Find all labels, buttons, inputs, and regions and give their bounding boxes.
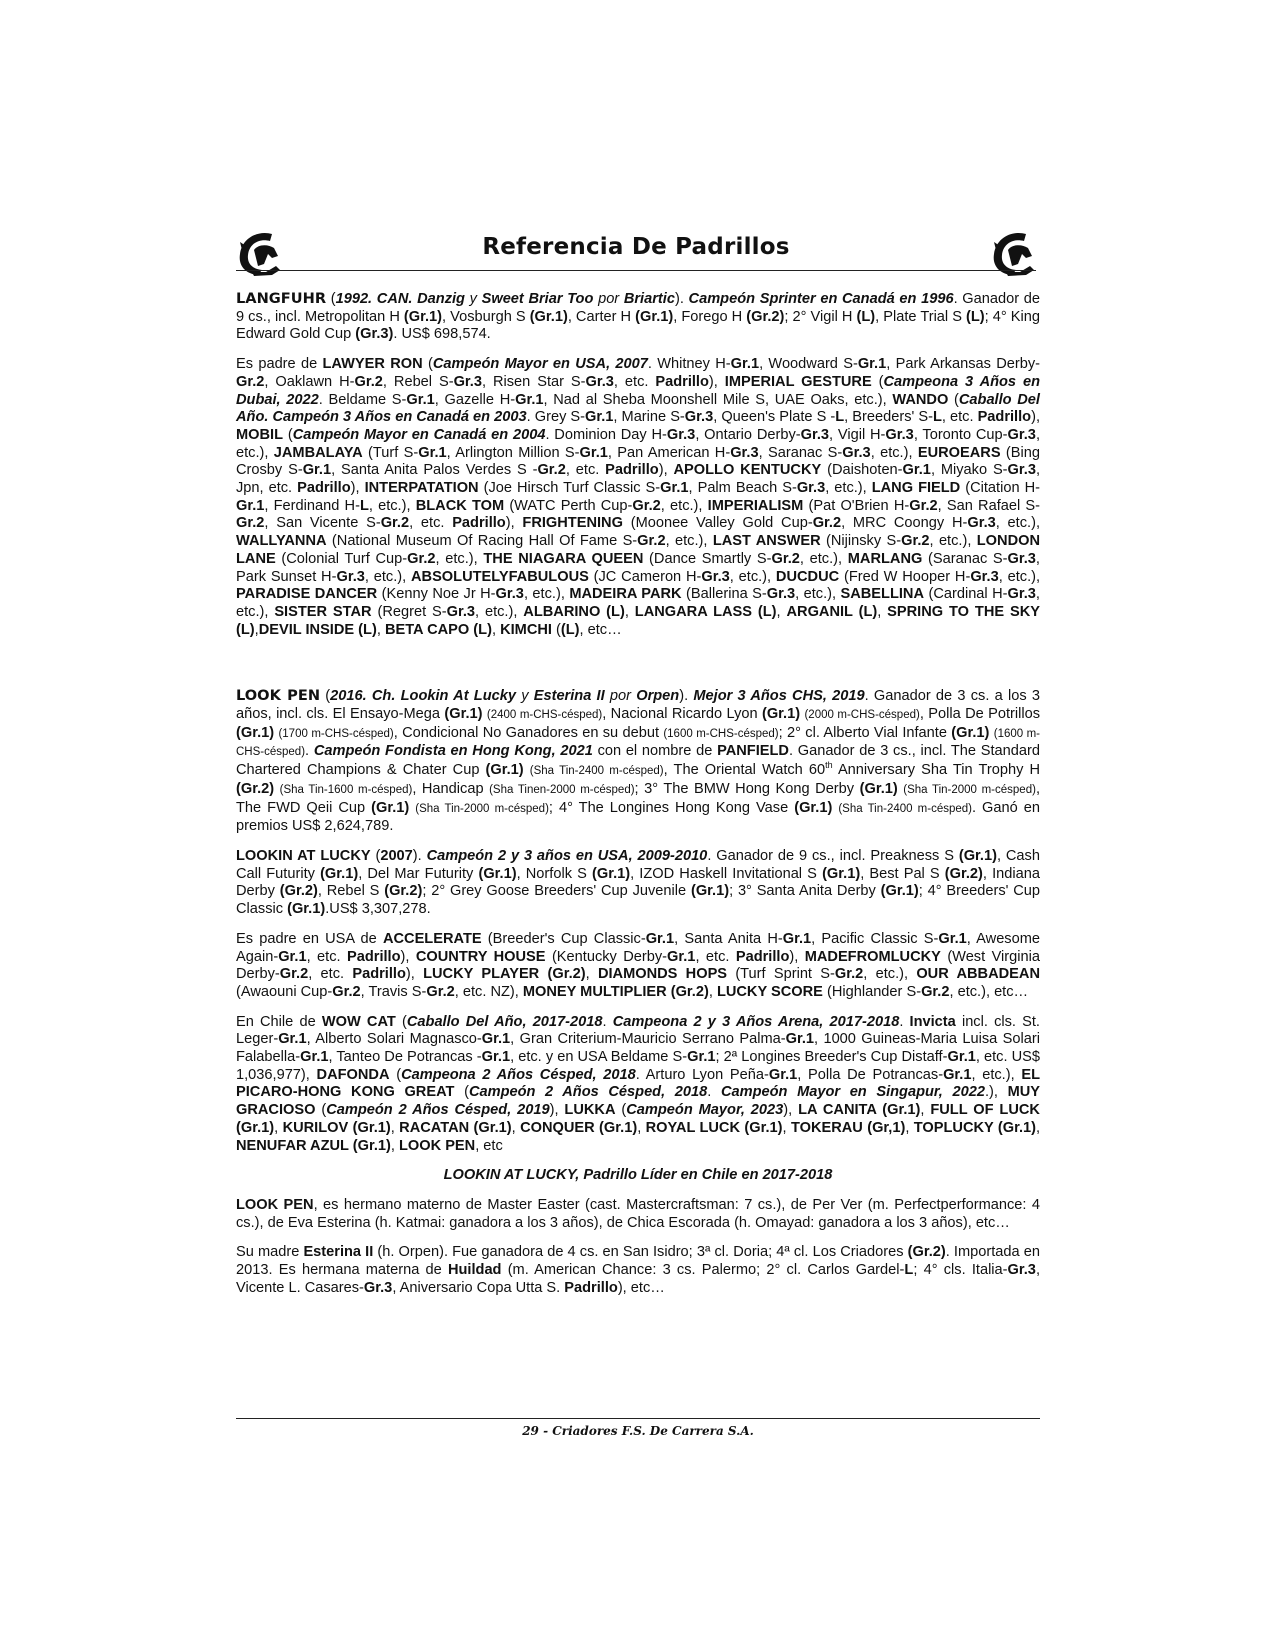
- document-body: [236, 290, 1040, 1309]
- page-header: [232, 228, 1040, 272]
- look-pen-paragraph: LOOK PEN (2016. Ch. Lookin At Lucky y Esterina II por Orpen). Mejor 3 Años CHS, 2019. Ganador de 3 cs. a los 3 años, incl. cls. El Ensayo-Mega (Gr.1) (2400 m-CHS-césped), Nacional Ricardo Lyon (Gr.1) (2000 m-CHS-césped), Polla De Potrillos (Gr.1) (1700 m-CHS-césped), Condicional No Ganadores en su debut (1600 m-CHS-césped); 2° cl. Alberto Vial Infante (Gr.1) (1600 m-CHS-césped). Campeón Fondista en Hong Kong, 2021 con el nombre de PANFIELD. Ganador de 3 cs., incl. The Standard Chartered Champions & Chater Cup (Gr.1) (Sha Tin-2400 m-césped), The Oriental Watch 60th Anniversary Sha Tin Trophy H (Gr.2) (Sha Tin-1600 m-césped), Handicap (Sha Tinen-2000 m-césped); 3° The BMW Hong Kong Derby (Gr.1) (Sha Tin-2000 m-césped), The FWD Qeii Cup (Gr.1) (Sha Tin-2000 m-césped); 4° The Longines Hong Kong Vase (Gr.1) (Sha Tin-2400 m-césped). Ganó en premios US$ 2,624,789.: [236, 687, 1041, 835]
- lookin-at-lucky-paragraph: LOOKIN AT LUCKY (2007). Campeón 2 y 3 años en USA, 2009-2010. Ganador de 9 cs., incl. Preakness S (Gr.1), Cash Call Futurity (Gr.1), Del Mar Futurity (Gr.1), Norfolk S (Gr.1), IZOD Haskell Invitational S (Gr.1), Best Pal S (Gr.2), Indiana Derby (Gr.2), Rebel S (Gr.2); 2° Grey Goose Breeders' Cup Juvenile (Gr.1); 3° Santa Anita Derby (Gr.1); 4° Breeders' Cup Classic (Gr.1).US$ 3,307,278.: [236, 847, 1040, 918]
- page-title: Referencia De Padrillos: [482, 234, 790, 260]
- look-pen-siblings-paragraph: LOOK PEN, es hermano materno de Master Easter (cast. Mastercraftsman: 7 cs.), de Per Ver (m. Perfectperformance: 4 cs.), de Eva Esterina (h. Katmai: ganadora a los 3 años), de Chica Escorada (h. Omayad: ganadora a los 3 años), etc…: [236, 1196, 1040, 1231]
- lookin-at-lucky-chile-offspring-paragraph: En Chile de WOW CAT (Caballo Del Año, 2017-2018. Campeona 2 y 3 Años Arena, 2017-2018. Invicta incl. cls. St. Leger-Gr.1, Alberto Solari Magnasco-Gr.1, Gran Criterium-Mauricio Serrano Palma-Gr.1, 1000 Guineas-Maria Luisa Solari Falabella-Gr.1, Tanteo De Potrancas -Gr.1, etc. y en USA Beldame S-Gr.1; 2ª Longines Breeder's Cup Distaff-Gr.1, etc. US$ 1,036,977), DAFONDA (Campeona 2 Años Césped, 2018. Arturo Lyon Peña-Gr.1, Polla De Potrancas-Gr.1, etc.), EL PICARO-HONG KONG GREAT (Campeón 2 Años Césped, 2018. Campeón Mayor en Singapur, 2022.), MUY GRACIOSO (Campeón 2 Años Césped, 2019), LUKKA (Campeón Mayor, 2023), LA CANITA (Gr.1), FULL OF LUCK (Gr.1), KURILOV (Gr.1), RACATAN (Gr.1), CONQUER (Gr.1), ROYAL LUCK (Gr.1), TOKERAU (Gr,1), TOPLUCKY (Gr.1), NENUFAR AZUL (Gr.1), LOOK PEN, etc: [236, 1013, 1041, 1154]
- footer-divider: [236, 1418, 1040, 1419]
- header-divider: [236, 270, 1036, 271]
- lookin-at-lucky-usa-offspring-paragraph: Es padre en USA de ACCELERATE (Breeder's Cup Classic-Gr.1, Santa Anita H-Gr.1, Pacific Classic S-Gr.1, Awesome Again-Gr.1, etc. Padrillo), COUNTRY HOUSE (Kentucky Derby-Gr.1, etc. Padrillo), MADEFROMLUCKY (West Virginia Derby-Gr.2, etc. Padrillo), LUCKY PLAYER (Gr.2), DIAMONDS HOPS (Turf Sprint S-Gr.2, etc.), OUR ABBADEAN (Awaouni Cup-Gr.2, Travis S-Gr.2, etc. NZ), MONEY MULTIPLIER (Gr.2), LUCKY SCORE (Highlander S-Gr.2, etc.), etc…: [236, 930, 1040, 1000]
- dam-paragraph: Su madre Esterina II (h. Orpen). Fue ganadora de 4 cs. en San Isidro; 3ª cl. Doria; 4ª cl. Los Criadores (Gr.2). Importada en 2013. Es hermana materna de Huildad (m. American Chance: 3 cs. Palermo; 2° cl. Carlos Gardel-L; 4° cls. Italia-Gr.3, Vicente L. Casares-Gr.3, Aniversario Copa Utta S. Padrillo), etc…: [236, 1244, 1040, 1296]
- page-footer: 29 - Criadores F.S. De Carrera S.A.: [522, 1424, 754, 1438]
- langfuhr-paragraph: LANGFUHR (1992. CAN. Danzig y Sweet Briar Too por Briartic). Campeón Sprinter en Canadá en 1996. Ganador de 9 cs., incl. Metropolitan H (Gr.1), Vosburgh S (Gr.1), Carter H (Gr.1), Forego H (Gr.2); 2° Vigil H (L), Plate Trial S (L); 4° King Edward Gold Cup (Gr.3). US$ 698,574.: [236, 290, 1041, 343]
- langfuhr-offspring-paragraph: Es padre de LAWYER RON (Campeón Mayor en USA, 2007. Whitney H-Gr.1, Woodward S-Gr.1, Park Arkansas Derby-Gr.2, Oaklawn H-Gr.2, Rebel S-Gr.3, Risen Star S-Gr.3, etc. Padrillo), IMPERIAL GESTURE (Campeona 3 Años en Dubai, 2022. Beldame S-Gr.1, Gazelle H-Gr.1, Nad al Sheba Moonshell Mile S, UAE Oaks, etc.), WANDO (Caballo Del Año. Campeón 3 Años en Canadá en 2003. Grey S-Gr.1, Marine S-Gr.3, Queen's Plate S -L, Breeders' S-L, etc. Padrillo), MOBIL (Campeón Mayor en Canadá en 2004. Dominion Day H-Gr.3, Ontario Derby-Gr.3, Vigil H-Gr.3, Toronto Cup-Gr.3, etc.), JAMBALAYA (Turf S-Gr.1, Arlington Million S-Gr.1, Pan American H-Gr.3, Saranac S-Gr.3, etc.), EUROEARS (Bing Crosby S-Gr.1, Santa Anita Palos Verdes S -Gr.2, etc. Padrillo), APOLLO KENTUCKY (Daishoten-Gr.1, Miyako S-Gr.3, Jpn, etc. Padrillo), INTERPATATION (Joe Hirsch Turf Classic S-Gr.1, Palm Beach S-Gr.3, etc.), LANG FIELD (Citation H-Gr.1, Ferdinand H-L, etc.), BLACK TOM (WATC Perth Cup-Gr.2, etc.), IMPERIALISM (Pat O'Brien H-Gr.2, San Rafael S-Gr.2, San Vicente S-Gr.2, etc. Padrillo), FRIGHTENING (Moonee Valley Gold Cup-Gr.2, MRC Coongy H-Gr.3, etc.), WALLYANNA (National Museum Of Racing Hall Of Fame S-Gr.2, etc.), LAST ANSWER (Nijinsky S-Gr.2, etc.), LONDON LANE (Colonial Turf Cup-Gr.2, etc.), THE NIAGARA QUEEN (Dance Smartly S-Gr.2, etc.), MARLANG (Saranac S-Gr.3, Park Sunset H-Gr.3, etc.), ABSOLUTELYFABULOUS (JC Cameron H-Gr.3, etc.), DUCDUC (Fred W Hooper H-Gr.3, etc.), PARADISE DANCER (Kenny Noe Jr H-Gr.3, etc.), MADEIRA PARK (Ballerina S-Gr.3, etc.), SABELLINA (Cardinal H-Gr.3, etc.), SISTER STAR (Regret S-Gr.3, etc.), ALBARINO (L), LANGARA LASS (L), ARGANIL (L), SPRING TO THE SKY (L),DEVIL INSIDE (L), BETA CAPO (L), KIMCHI ((L), etc…: [236, 356, 1041, 638]
- leading-sire-note: LOOKIN AT LUCKY, Padrillo Líder en Chile en 2017-2018: [443, 1167, 833, 1184]
